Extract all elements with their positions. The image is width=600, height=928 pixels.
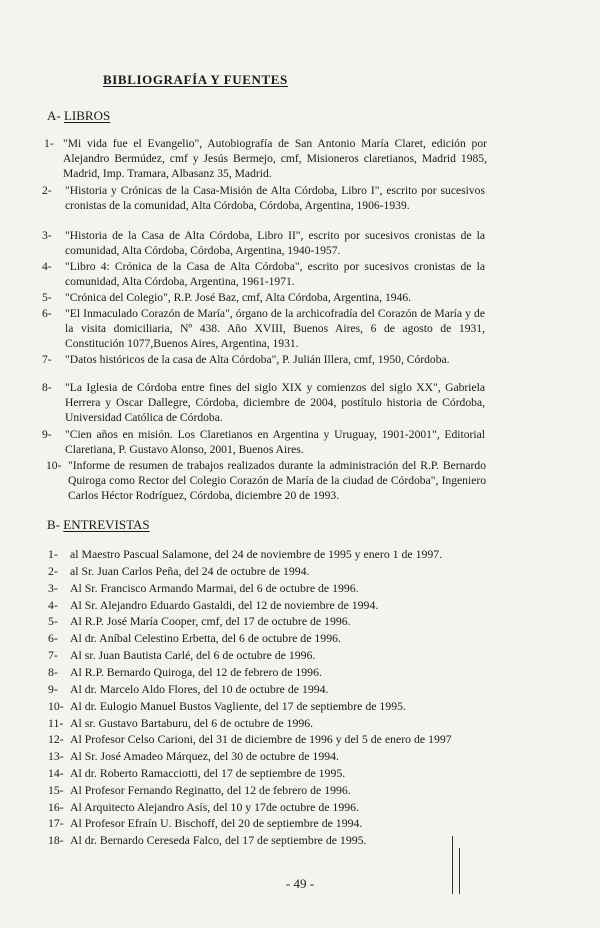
entrevista-text: Al dr. Aníbal Celestino Erbetta, del 6 de octubre de 1996. — [70, 631, 341, 645]
libro-text: "El Inmaculado Corazón de María", órgano de la archicofradía del Corazón de María y de la visita domiciliaria, Nº 438. Año XVIII, Buenos Aires, 6 de agosto de 1931, Constitución 1077,Buenos Aires, Argentina, 1931. — [65, 307, 485, 351]
entrevista-number: 9- — [48, 682, 58, 696]
libro-number: 3- — [42, 229, 52, 242]
libro-number: 5- — [42, 291, 52, 304]
libro-number: 1- — [44, 137, 54, 150]
libro-item — [42, 183, 485, 213]
entrevista-number: 18- — [48, 833, 64, 847]
entrevista-item — [48, 648, 315, 663]
entrevista-item — [48, 800, 359, 815]
entrevista-item — [48, 783, 351, 798]
libro-number: 6- — [42, 307, 52, 320]
section-b-heading — [47, 517, 150, 533]
entrevista-text: Al dr. Roberto Ramacciotti, del 17 de septiembre de 1995. — [70, 766, 346, 780]
libro-number: 10- — [46, 459, 62, 472]
entrevista-item — [48, 833, 366, 848]
entrevista-text: Al sr. Juan Bautista Carlé, del 6 de octubre de 1996. — [70, 648, 316, 662]
libro-item — [42, 306, 485, 352]
entrevista-text: Al Sr. Alejandro Eduardo Gastaldi, del 12 de noviembre de 1994. — [70, 598, 379, 612]
entrevista-text: Al dr. Bernardo Cereseda Falco, del 17 de septiembre de 1995. — [70, 833, 367, 847]
libro-number: 9- — [42, 428, 52, 441]
entrevista-item — [48, 564, 310, 579]
entrevista-number: 13- — [48, 749, 64, 763]
entrevista-text: Al Sr. Francisco Armando Marmai, del 6 de octubre de 1996. — [70, 581, 359, 595]
libro-number: 8- — [42, 381, 52, 394]
entrevista-number: 5- — [48, 614, 58, 628]
entrevista-number: 11- — [48, 716, 64, 730]
entrevista-item — [48, 699, 406, 714]
libro-number: 7- — [42, 353, 52, 366]
entrevista-item — [48, 631, 341, 646]
entrevista-number: 2- — [48, 564, 58, 578]
entrevista-text: Al Sr. José Amadeo Márquez, del 30 de octubre de 1994. — [70, 749, 339, 763]
entrevista-number: 8- — [48, 665, 58, 679]
libro-item — [46, 458, 486, 504]
entrevista-text: Al Profesor Efraín U. Bischoff, del 20 de septiembre de 1994. — [70, 816, 363, 830]
entrevista-text: Al R.P. José María Cooper, cmf, del 17 de octubre de 1996. — [70, 614, 351, 628]
entrevista-text: al Maestro Pascual Salamone, del 24 de noviembre de 1995 y enero 1 de 1997. — [70, 547, 443, 561]
libro-number: 4- — [42, 260, 52, 273]
entrevista-number: 14- — [48, 766, 64, 780]
libro-item — [42, 228, 485, 258]
entrevista-text: al Sr. Juan Carlos Peña, del 24 de octubre de 1994. — [70, 564, 310, 578]
entrevista-item — [48, 614, 351, 629]
entrevista-text: Al Arquitecto Alejandro Asís, del 10 y 17de octubre de 1996. — [70, 800, 359, 814]
section-a-letter: A- — [47, 108, 61, 123]
entrevista-item — [48, 732, 452, 747]
libro-text: "Informe de resumen de trabajos realizados durante la administración del R.P. Bernardo Quiroga como Rector del Colegio Corazón de María de la ciudad de Córdoba", Ingeniero Carlos Héctor Rodríguez, Córdoba, diciembre 20 de 1993. — [68, 459, 486, 503]
entrevista-number: 12- — [48, 732, 64, 746]
entrevista-text: Al Profesor Fernando Reginatto, del 12 de febrero de 1996. — [70, 783, 351, 797]
section-a-heading — [47, 108, 110, 124]
entrevista-item — [48, 665, 322, 680]
libro-text: "Libro 4: Crónica de la Casa de Alta Córdoba", escrito por sucesivos cronistas de la comunidad, Alta Córdoba, Argentina, 1961-1971. — [65, 260, 485, 289]
libro-text: "Crónica del Colegio", R.P. José Baz, cmf, Alta Córdoba, Argentina, 1946. — [65, 291, 412, 304]
entrevista-text: Al Profesor Celso Carioni, del 31 de diciembre de 1996 y del 5 de enero de 1997 — [70, 732, 452, 746]
entrevista-number: 7- — [48, 648, 58, 662]
entrevista-text: Al dr. Marcelo Aldo Flores, del 10 de octubre de 1994. — [70, 682, 329, 696]
entrevista-item — [48, 598, 378, 613]
entrevista-text: Al R.P. Bernardo Quiroga, del 12 de febrero de 1996. — [70, 665, 322, 679]
libro-text: "Historia de la Casa de Alta Córdoba, Libro II", escrito por sucesivos cronistas de la comunidad, Alta Córdoba, Córdoba, Argentina, 1940-1957. — [65, 229, 485, 258]
entrevista-item — [48, 682, 329, 697]
entrevista-item — [48, 816, 362, 831]
section-b-label: ENTREVISTAS — [63, 517, 150, 532]
entrevista-item — [48, 547, 442, 562]
libro-item — [42, 259, 485, 289]
entrevista-text: Al sr. Gustavo Bartaburu, del 6 de octubre de 1996. — [70, 716, 314, 730]
entrevista-text: Al dr. Eulogio Manuel Bustos Vagliente, del 17 de septiembre de 1995. — [70, 699, 406, 713]
entrevista-number: 17- — [48, 816, 64, 830]
section-b-letter: B- — [47, 517, 60, 532]
section-a-label: LIBROS — [63, 108, 111, 123]
libro-text: "Historia y Crónicas de la Casa-Misión de Alta Córdoba, Libro I", escrito por sucesivos cronistas de la comunidad, Alta Córdoba, Córdoba, Argentina, 1906-1939. — [65, 184, 485, 213]
page-number: - 49 - — [285, 876, 315, 891]
entrevista-number: 1- — [48, 547, 58, 561]
entrevista-number: 3- — [48, 581, 58, 595]
libro-number: 2- — [42, 184, 52, 197]
entrevista-number: 15- — [48, 783, 64, 797]
libro-item — [42, 427, 485, 457]
libro-item — [42, 290, 485, 305]
libro-item — [44, 136, 487, 182]
libro-item — [42, 380, 485, 426]
entrevista-item — [48, 766, 345, 781]
entrevista-item — [48, 716, 313, 731]
libro-text: "La Iglesia de Córdoba entre fines del siglo XIX y comienzos del siglo XX", Gabriela Herrera y Oscar Dallegre, Córdoba, diciembre de 2004, postítulo historia de Córdoba, Universidad Católica de Córdoba. — [65, 381, 485, 425]
entrevista-number: 6- — [48, 631, 58, 645]
libro-text: "Datos históricos de la casa de Alta Córdoba", P. Julián Illera, cmf, 1950, Córdoba. — [65, 353, 450, 366]
libro-text: "Cien años en misión. Los Claretianos en Argentina y Uruguay, 1901-2001", Editorial Claretiana, P. Gustavo Alonso, 2001, Buenos Aires. — [65, 428, 485, 457]
entrevista-number: 16- — [48, 800, 64, 814]
entrevista-item — [48, 749, 339, 764]
entrevista-number: 4- — [48, 598, 58, 612]
page-title: BIBLIOGRAFÍA Y FUENTES — [103, 72, 288, 87]
entrevista-number: 10- — [48, 699, 64, 713]
libro-item — [42, 352, 485, 367]
entrevista-item — [48, 581, 359, 596]
libro-text: "Mi vida fue el Evangelio", Autobiografía de San Antonio María Claret, edición por Alejandro Bermúdez, cmf y Jesús Bermejo, cmf, Misioneros claretianos, Madrid 1985, Madrid, Imp. Tramara, Albasanz 35, Madrid. — [63, 137, 487, 181]
